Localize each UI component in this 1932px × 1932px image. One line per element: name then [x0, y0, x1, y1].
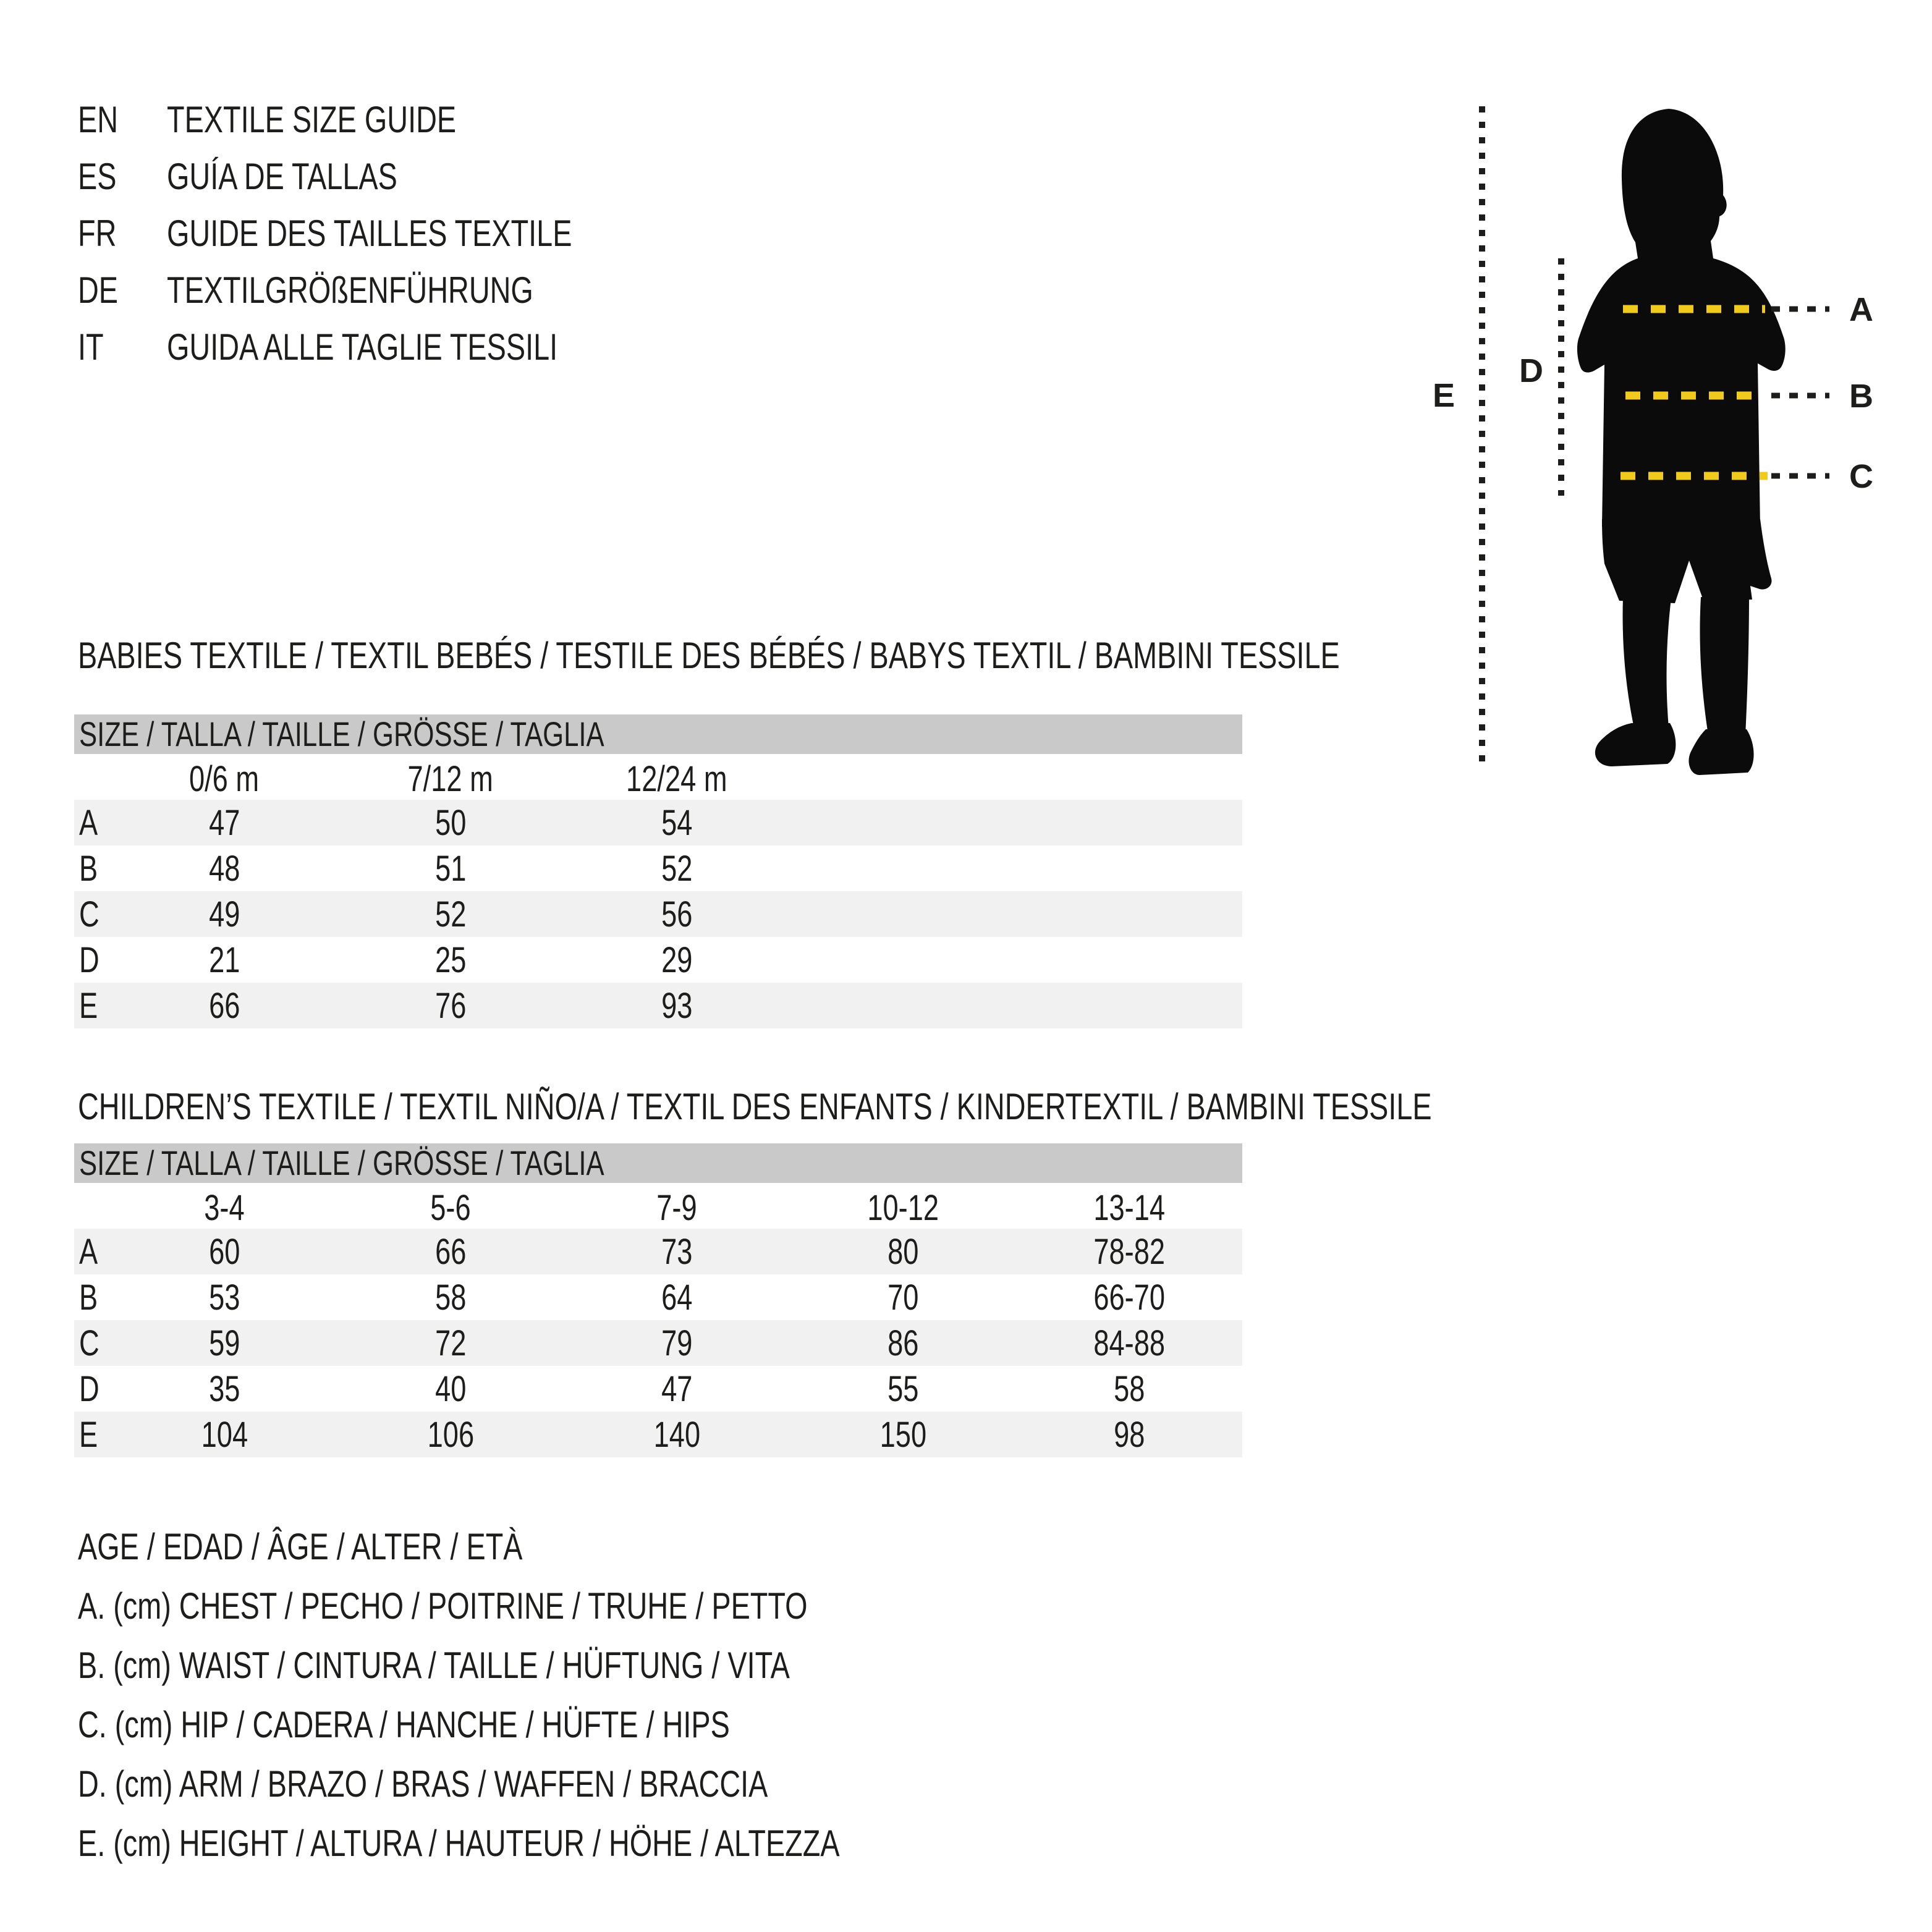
children-col-3: 10-12 [867, 1187, 939, 1228]
children-size-table [74, 1143, 1242, 1457]
babies-size-header-bar: SIZE / TALLA / TAILLE / GRÖSSE / TAGLIA [74, 714, 1242, 754]
lang-code-fr: FR [78, 212, 117, 254]
legend-age-line: AGE / EDAD / ÂGE / ALTER / ETÀ [78, 1526, 523, 1567]
lang-title-de: TEXTILGRÖßENFÜHRUNG [167, 269, 533, 311]
measurement-legend [78, 1517, 1054, 1873]
lang-code-de: DE [78, 269, 119, 311]
lang-code-it: IT [78, 326, 104, 368]
table-row: A 47 50 54 [74, 800, 1242, 845]
label-a: A [1849, 291, 1873, 328]
babies-size-table [74, 714, 1242, 1028]
legend-chest-line: A. (cm) CHEST / PECHO / POITRINE / TRUHE / PETTO [78, 1585, 808, 1627]
lang-title-fr: GUIDE DES TAILLES TEXTILE [167, 212, 572, 254]
lang-title-es: GUÍA DE TALLAS [167, 155, 397, 197]
table-row: B 48 51 52 [79, 848, 693, 889]
babies-column-header-row [74, 758, 1242, 800]
children-size-header-bar: SIZE / TALLA / TAILLE / GRÖSSE / TAGLIA [74, 1143, 1242, 1183]
legend-waist-line: B. (cm) WAIST / CINTURA / TAILLE / HÜFTUNG / VITA [78, 1645, 790, 1686]
label-c: C [1849, 458, 1873, 495]
lang-code-en: EN [78, 98, 119, 140]
table-row: E 66 76 93 [74, 983, 1242, 1028]
label-d: D [1519, 352, 1543, 389]
children-column-header-row [74, 1187, 1242, 1229]
babies-section-heading: BABIES TEXTILE / TEXTIL BEBÉS / TESTILE DES BÉBÉS / BABYS TEXTIL / BAMBINI TESSILE [78, 635, 1340, 676]
table-row: C 59 72 79 86 84-88 [74, 1320, 1242, 1366]
label-e: E [1433, 377, 1455, 414]
legend-arm-line: D. (cm) ARM / BRAZO / BRAS / WAFFEN / BRACCIA [78, 1763, 768, 1805]
babies-col-1: 7/12 m [407, 758, 494, 799]
language-header [78, 91, 686, 375]
measurement-figure [1421, 93, 1932, 797]
table-row: A 60 66 73 80 78-82 [74, 1229, 1242, 1274]
table-row: C 49 52 56 [74, 891, 1242, 937]
table-row: E 104 106 140 150 98 [74, 1412, 1242, 1457]
children-col-1: 5-6 [430, 1187, 471, 1228]
label-b: B [1849, 378, 1873, 415]
legend-height-line: E. (cm) HEIGHT / ALTURA / HAUTEUR / HÖHE / ALTEZZA [78, 1823, 840, 1864]
lang-title-en: TEXTILE SIZE GUIDE [167, 98, 457, 140]
children-col-0: 3-4 [204, 1187, 245, 1228]
children-col-4: 13-14 [1093, 1187, 1165, 1228]
babies-col-2: 12/24 m [626, 758, 727, 799]
children-col-2: 7-9 [656, 1187, 697, 1228]
table-row: D 21 25 29 [79, 939, 693, 980]
children-section-heading: CHILDREN’S TEXTILE / TEXTIL NIÑO/A / TEXTIL DES ENFANTS / KINDERTEXTIL / BAMBINI TESSILE [78, 1086, 1432, 1127]
table-row: B 53 58 64 70 66-70 [79, 1277, 1165, 1318]
table-row: D 35 40 47 55 58 [79, 1368, 1145, 1409]
legend-hip-line: C. (cm) HIP / CADERA / HANCHE / HÜFTE / HIPS [78, 1704, 730, 1745]
lang-code-es: ES [78, 155, 117, 197]
babies-col-0: 0/6 m [189, 758, 260, 799]
lang-title-it: GUIDA ALLE TAGLIE TESSILI [167, 326, 558, 368]
